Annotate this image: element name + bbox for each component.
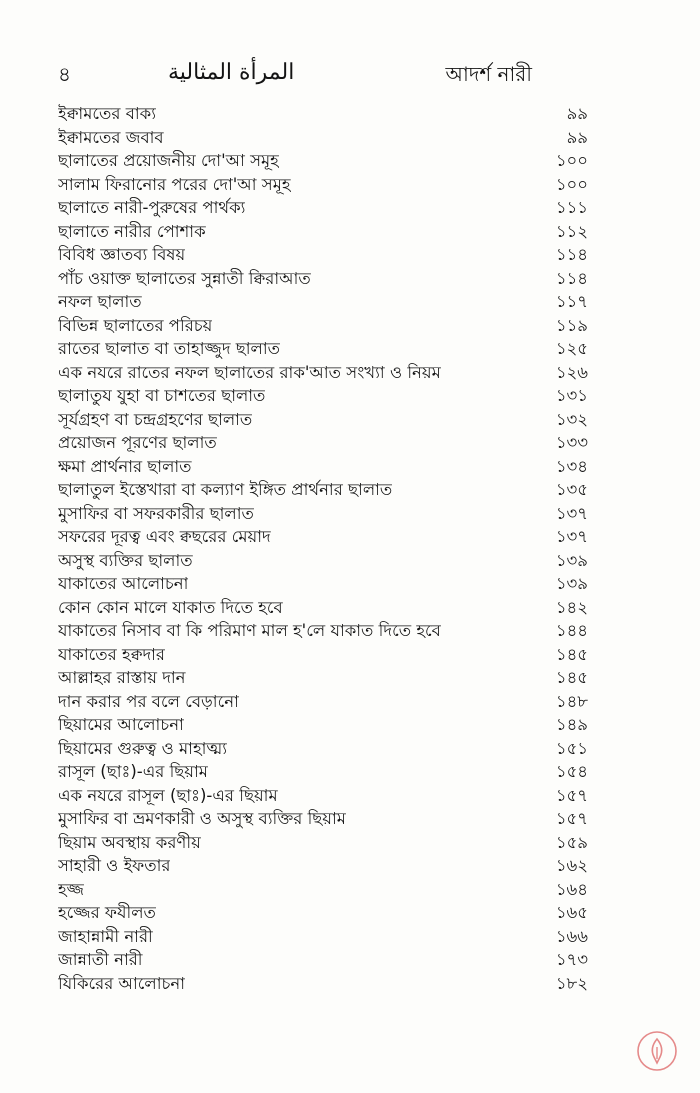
toc-entry-title: যাকাতের আলোচনা [58, 574, 189, 593]
toc-entry-title: বিভিন্ন ছালাতের পরিচয় [58, 315, 213, 335]
toc-entry-page-number: ১২৫ [555, 339, 588, 358]
toc-entry-page-number: ১৪৫ [555, 644, 588, 664]
toc-entry-page-number: ১৫৭ [555, 785, 588, 805]
toc-entry-page-number: ৯৯ [566, 104, 588, 123]
toc-entry-page-number: ১১৯ [555, 315, 588, 335]
toc-entry [58, 690, 588, 714]
toc-entry [58, 173, 588, 197]
toc-entry-page-number: ১৬৪ [555, 879, 588, 899]
toc-entry [58, 854, 588, 878]
toc-entry-page-number: ১১৪ [555, 245, 588, 264]
toc-entry [58, 502, 588, 526]
toc-entry-title: যাকাতের হক্বদার [58, 644, 165, 664]
toc-entry [58, 972, 588, 996]
toc-entry-title: যাকাতের নিসাব বা কি পরিমাণ মাল হ'লে যাকাত দিতে হবে [58, 621, 441, 640]
toc-entry-title: জান্নাতী নারী [58, 950, 143, 969]
toc-entry [58, 619, 588, 643]
toc-entry-title: সাহারী ও ইফতার [58, 856, 171, 875]
toc-entry-page-number: ১৩৪ [555, 456, 588, 476]
toc-entry [58, 314, 588, 338]
toc-entry-title: অসুস্থ ব্যক্তির ছালাত [58, 550, 193, 570]
toc-entry-page-number: ১১৭ [555, 292, 588, 311]
pen-nib-logo-icon [636, 1030, 678, 1072]
toc-entry-page-number: ১৮২ [555, 973, 588, 993]
toc-entry-title: কোন কোন মালে যাকাত দিতে হবে [58, 597, 283, 617]
toc-entry [58, 431, 588, 455]
toc-entry [58, 267, 588, 291]
toc-entry-page-number: ১৬৫ [555, 903, 588, 922]
toc-entry-page-number: ১৪৮ [555, 691, 588, 711]
toc-entry-page-number: ১৬৬ [555, 926, 588, 946]
toc-entry [58, 878, 588, 902]
toc-entry-title: ছালাতে নারীর পোশাক [58, 221, 206, 241]
toc-entry [58, 737, 588, 761]
toc-entry [58, 126, 588, 150]
toc-entry-title: মুসাফির বা সফরকারীর ছালাত [58, 503, 254, 523]
toc-entry-page-number: ১৪৫ [555, 668, 588, 687]
toc-entry-page-number: ১৪৯ [555, 715, 588, 734]
table-of-contents [58, 102, 588, 995]
toc-entry-title: সালাম ফিরানোর পরের দো'আ সমূহ [58, 174, 291, 194]
toc-entry-page-number: ১৩৭ [555, 503, 588, 523]
toc-entry-title: ইক্বামতের জবাব [58, 127, 164, 147]
toc-entry-title: জাহান্নামী নারী [58, 926, 153, 946]
toc-entry [58, 596, 588, 620]
page-header [0, 58, 700, 94]
toc-entry-page-number: ১৩১ [555, 386, 588, 405]
toc-entry-page-number: ১০০ [555, 174, 588, 194]
toc-entry [58, 149, 588, 173]
toc-entry-title: নফল ছালাত [58, 292, 142, 311]
toc-entry-page-number: ১৩৯ [555, 550, 588, 570]
toc-entry-title: ছালাতুয যুহা বা চাশতের ছালাত [58, 386, 266, 405]
toc-entry-page-number: ১১৪ [555, 268, 588, 288]
toc-entry [58, 220, 588, 244]
toc-entry [58, 478, 588, 502]
toc-entry [58, 361, 588, 385]
toc-entry [58, 408, 588, 432]
toc-entry-page-number: ১৫১ [555, 738, 588, 758]
toc-entry [58, 760, 588, 784]
toc-entry-page-number: ১৪২ [555, 597, 588, 617]
toc-entry-page-number: ১৩৯ [555, 574, 588, 593]
toc-entry-title: আল্লাহর রাস্তায় দান [58, 668, 186, 687]
toc-entry [58, 102, 588, 126]
toc-entry [58, 643, 588, 667]
toc-entry-title: রাসূল (ছাঃ)-এর ছিয়াম [58, 762, 208, 781]
toc-entry [58, 925, 588, 949]
toc-entry-title: রাতের ছালাত বা তাহাজ্জুদ ছালাত [58, 339, 280, 358]
toc-entry-title: এক নযরে রাতের নফল ছালাতের রাক'আত সংখ্যা ও নিয়ম [58, 362, 441, 382]
toc-entry [58, 784, 588, 808]
toc-entry [58, 337, 588, 361]
toc-entry-title: সফরের দূরত্ব এবং ক্বছরের মেয়াদ [58, 527, 271, 546]
toc-entry-title: ছালাতুল ইস্তেখারা বা কল্যাণ ইঙ্গিত প্রার্থনার ছালাত [58, 480, 393, 499]
toc-entry-page-number: ১৩৭ [555, 527, 588, 546]
toc-entry-page-number: ১৫৯ [555, 832, 588, 852]
toc-entry [58, 525, 588, 549]
toc-entry [58, 384, 588, 408]
toc-entry-page-number: ১৩৫ [555, 480, 588, 499]
toc-entry-title: বিবিধ জ্ঞাতব্য বিষয় [58, 245, 186, 264]
toc-entry-page-number: ১১১ [555, 198, 588, 217]
toc-entry [58, 243, 588, 267]
bangla-running-title: আদর্শ নারী [445, 62, 532, 86]
toc-entry [58, 549, 588, 573]
toc-entry-page-number: ১৭৩ [555, 950, 588, 969]
toc-entry-page-number: ১১২ [555, 221, 588, 241]
toc-entry [58, 290, 588, 314]
toc-entry-page-number: ৯৯ [566, 127, 588, 147]
toc-entry [58, 831, 588, 855]
toc-entry-title: মুসাফির বা ভ্রমণকারী ও অসুস্থ ব্যক্তির ছিয়াম [58, 809, 346, 828]
toc-entry-page-number: ১৫৭ [555, 809, 588, 828]
toc-entry-page-number: ১৬২ [555, 856, 588, 875]
toc-entry-page-number: ১৪৪ [555, 621, 588, 640]
toc-entry-title: হজ্জ [58, 879, 84, 899]
toc-entry-title: ছিয়ামের আলোচনা [58, 715, 184, 734]
toc-entry-page-number: ১২৬ [555, 362, 588, 382]
toc-entry-title: ছিয়ামের গুরুত্ব ও মাহাত্ম্য [58, 738, 228, 758]
toc-entry [58, 807, 588, 831]
toc-entry-page-number: ১৩২ [555, 409, 588, 429]
toc-entry-title: ছালাতের প্রয়োজনীয় দো'আ সমূহ [58, 151, 279, 170]
toc-entry-page-number: ১০০ [555, 151, 588, 170]
toc-entry-title: দান করার পর বলে বেড়ানো [58, 691, 239, 711]
toc-entry-title: ক্ষমা প্রার্থনার ছালাত [58, 456, 192, 476]
toc-entry-page-number: ১৫৪ [555, 762, 588, 781]
toc-entry [58, 948, 588, 972]
arabic-running-title: المرأة المثالية [168, 60, 295, 85]
toc-entry-title: ছিয়াম অবস্থায় করণীয় [58, 832, 201, 852]
page-number: ৪ [58, 62, 71, 86]
toc-entry [58, 901, 588, 925]
toc-entry [58, 572, 588, 596]
toc-entry [58, 666, 588, 690]
toc-entry-title: সূর্যগ্রহণ বা চন্দ্রগ্রহণের ছালাত [58, 409, 253, 429]
toc-entry-title: হজ্জের ফযীলত [58, 903, 156, 922]
toc-entry-title: এক নযরে রাসূল (ছাঃ)-এর ছিয়াম [58, 785, 278, 805]
toc-entry-title: প্রয়োজন পূরণের ছালাত [58, 433, 217, 452]
toc-entry-page-number: ১৩৩ [555, 433, 588, 452]
toc-entry-title: পাঁচ ওয়াক্ত ছালাতের সুন্নাতী ক্বিরাআত [58, 268, 311, 288]
toc-entry [58, 455, 588, 479]
toc-entry [58, 196, 588, 220]
toc-entry-title: যিকিরের আলোচনা [58, 973, 186, 993]
toc-entry-title: ছালাতে নারী-পুরুষের পার্থক্য [58, 198, 246, 217]
toc-entry [58, 713, 588, 737]
toc-entry-title: ইক্বামতের বাক্য [58, 104, 157, 123]
